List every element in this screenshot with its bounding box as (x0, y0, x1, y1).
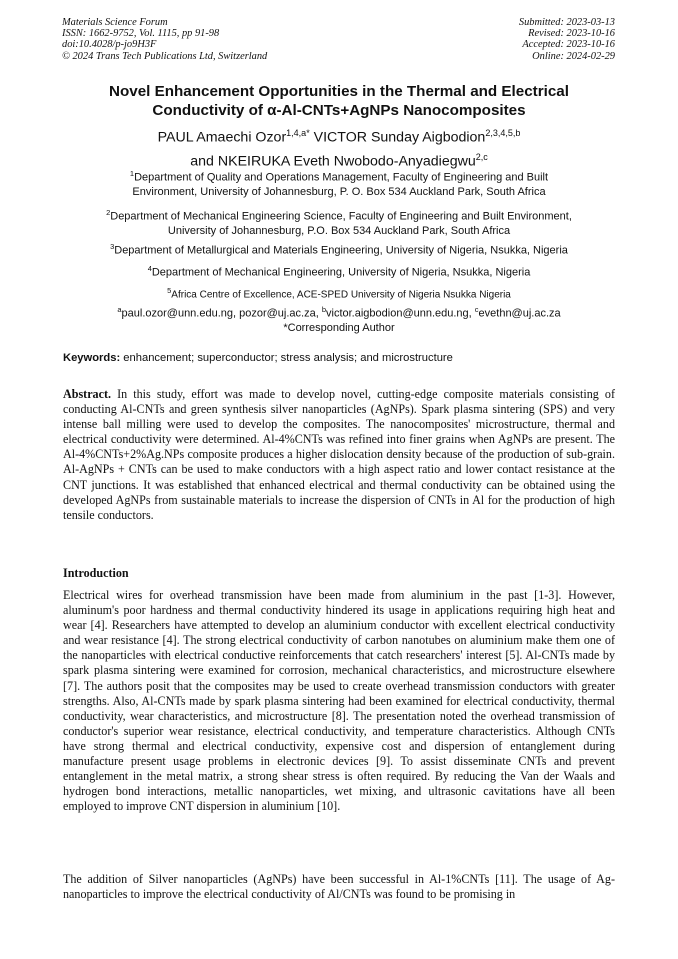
date-revised: Revised: 2023-10-16 (528, 28, 615, 40)
abstract-label: Abstract. (63, 387, 112, 401)
author-list (40, 124, 638, 171)
email-a: paul.ozor@unn.edu.ng, pozor@uj.ac.za, (121, 307, 322, 320)
author-connector: and (190, 153, 214, 170)
keywords-label: Keywords: (63, 352, 121, 364)
journal-issn: ISSN: 1662-9752, Vol. 1115, pp 91-98 (62, 28, 220, 40)
publication-dates (519, 17, 615, 62)
author-3-name: NKEIRUKA Eveth Nwobodo-Anyadiegwu (217, 153, 476, 170)
paper-title (40, 82, 638, 120)
journal-name: Materials Science Forum (62, 17, 168, 28)
introduction-heading: Introduction (63, 566, 129, 580)
affiliation-2-mark: 2 (106, 208, 111, 217)
title-line-2: Conductivity of α-Al-CNTs+AgNPs Nanocomposites (152, 102, 526, 119)
affiliation-3-mark: 3 (110, 242, 115, 251)
affiliation-4-mark: 4 (147, 264, 152, 273)
introduction-paragraph-1: Electrical wires for overhead transmission have been made from aluminium in the past [1-3]. However, aluminum's poor hardness and thermal conductivity hindered its usage in applications requiring high heat and wear [4]. Researchers have attempted to develop an aluminium conductor with excellent electrical conductivity and wear resistance [4]. The strong electrical conductivity of carbon nanotubes on aluminium make them one of the nanoparticles with electrical conductive reinforcements that catch researchers' interest [5]. Al-CNTs made by spark plasma sintering were examined for corrosion, mechanical characteristics, and microstructure elsewhere [7]. The authors posit that the composites may be used to create overhead transmission conductors with greater strengths. Also, Al-CNTs made by spark plasma sintering had been examined for electrical conductivity, thermal conductivity, wear characteristics, and microstructure [8]. The presentation noted the overhead transmission of conductor's superior wear resistance, electrical conductivity, and temperature characteristics. Although CNTs have strong thermal and electrical conductivity, expensive cost and dispersion of entanglement during manufacture present usage problems in electronic devices [9]. To assist disseminate CNTs and prevent entanglement in the metal matrix, a strong shear stress is often required. By reducing the Van der Waals and hydrogen bond interactions, metallic nanoparticles, wet mixing, and ultrasonic cavitations have all been employed to improve CNT dispersion in aluminium [10]. (63, 588, 615, 814)
title-line-1: Novel Enhancement Opportunities in the Thermal and Electrical (109, 83, 569, 100)
journal-doi: doi:10.4028/p-jo9H3F (62, 39, 157, 51)
email-c-mark: c (474, 305, 479, 314)
email-b: victor.aigbodion@unn.edu.ng, (326, 307, 475, 320)
affiliation-1-line-1: Department of Quality and Operations Management, Faculty of Engineering and Built (134, 171, 549, 184)
authors-line-1 (40, 124, 638, 148)
affiliation-5-mark: 5 (167, 286, 172, 295)
affiliation-1-mark: 1 (129, 169, 135, 178)
affiliation-1-line-2: Environment, University of Johannesburg, P. O. Box 534 Auckland Park, South Africa (132, 185, 546, 198)
affiliation-3 (40, 240, 638, 258)
author-1-name: PAUL Amaechi Ozor (157, 129, 287, 146)
journal-info (62, 17, 267, 62)
email-a-mark: a (117, 305, 122, 314)
affiliation-5-text: Africa Centre of Excellence, ACE-SPED University of Nigeria Nsukka Nigeria (171, 289, 511, 301)
keywords (63, 351, 615, 365)
email-b-mark: b (321, 305, 326, 314)
affiliation-1 (40, 167, 638, 199)
date-accepted: Accepted: 2023-10-16 (522, 39, 615, 51)
journal-copyright: © 2024 Trans Tech Publications Ltd, Switzerland (62, 50, 268, 62)
abstract-text: In this study, effort was made to develop novel, cutting-edge composite materials consisting of conducting Al-CNTs and green synthesis silver nanoparticles (AgNPs). Spark plasma sintering (SPS) and very intense ball milling were used to develop the composites. The nanocomposites' microstructure, thermal and electrical conductivity were determined. Al-4%CNTs was refined into finer grains when AgNPs are present. The Al-4%CNTs+2%Ag.NPs composite produces a higher dislocation density because of the production of sub-grain. Al-AgNPs + CNTs can be used to make conductors with a high aspect ratio and lower contact resistance at the CNT junctions. It was established that enhanced electrical and thermal conductivity can be obtained using the developed AgNPs from sustainable materials to increase the dispersion of CNTs in Al for the production of high tensile conductors. (63, 387, 615, 522)
affiliation-2-line-2: University of Johannesburg, P.O. Box 534 Auckland Park, South Africa (167, 224, 511, 237)
affiliation-5 (40, 284, 638, 303)
date-online: Online: 2024-02-29 (532, 50, 615, 62)
author-emails (40, 303, 638, 336)
corresponding-author-note: *Corresponding Author (283, 322, 395, 335)
email-c: evethn@uj.ac.za (478, 307, 561, 320)
affiliation-3-text: Department of Metallurgical and Materials Engineering, University of Nigeria, Nsukka, Nigeria (114, 244, 568, 257)
author-2-affiliation-marks: 2,3,4,5,b (485, 128, 521, 138)
affiliation-2-line-1: Department of Mechanical Engineering Science, Faculty of Engineering and Built Environment, (110, 210, 572, 223)
date-submitted: Submitted: 2023-03-13 (518, 17, 615, 28)
introduction-paragraph-2: The addition of Silver nanoparticles (AgNPs) have been successful in Al-1%CNTs [11]. The usage of Ag-nanoparticles to improve the electrical conductivity of Al/CNTs was found to be promising in (63, 872, 615, 902)
keywords-text: enhancement; superconductor; stress analysis; and microstructure (120, 352, 453, 364)
affiliation-4-text: Department of Mechanical Engineering, University of Nigeria, Nsukka, Nigeria (151, 266, 531, 279)
author-3-affiliation-marks: 2,c (475, 151, 488, 162)
affiliation-2 (40, 206, 638, 238)
abstract (63, 387, 615, 523)
affiliation-4 (40, 262, 638, 280)
author-1-affiliation-marks: 1,4,a* (286, 128, 310, 138)
author-2-name: VICTOR Sunday Aigbodion (313, 129, 486, 146)
